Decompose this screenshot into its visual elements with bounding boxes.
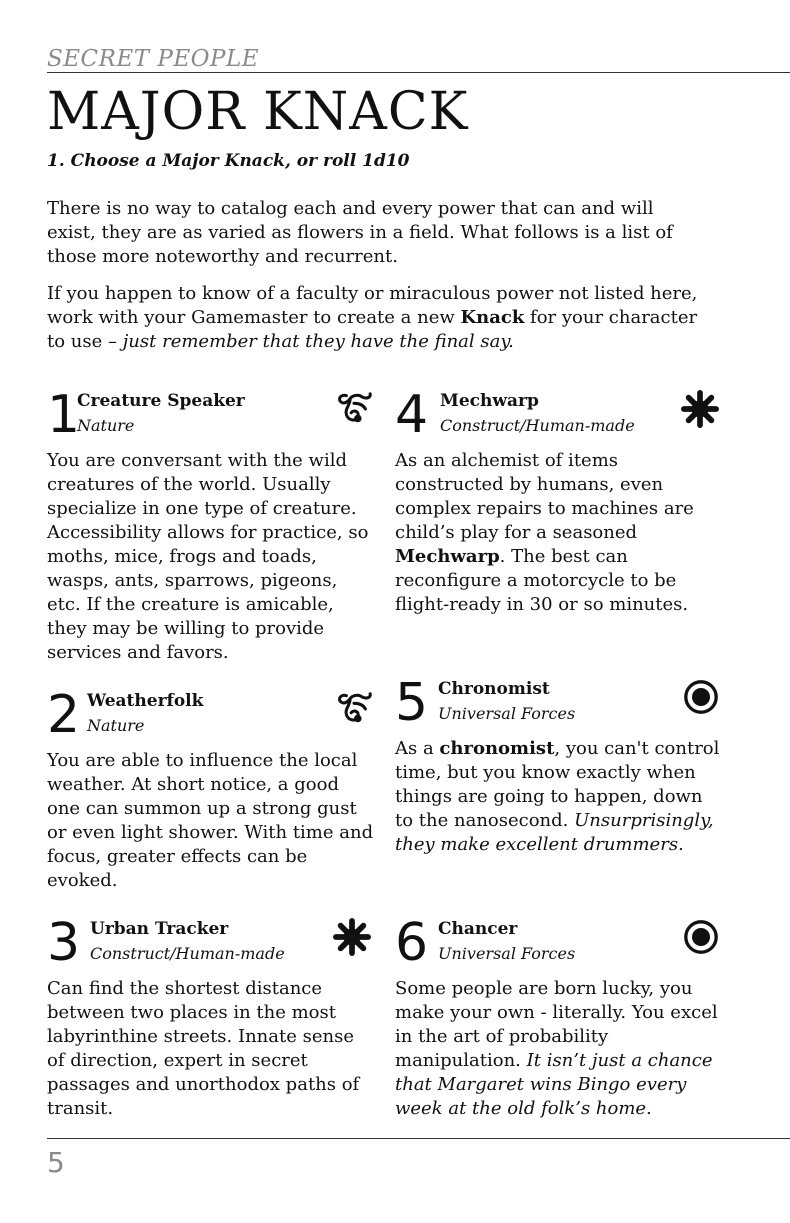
knack-description-run: Some people are born lucky, you make your own - literally. You excel in the art of probability manipulation. — [395, 978, 718, 1071]
knack-description-run: As a — [395, 738, 440, 759]
intro-paragraph-2 — [47, 282, 707, 354]
target-icon — [682, 677, 720, 717]
knack-name: Weatherfolk — [87, 691, 204, 711]
flower-icon — [335, 689, 373, 729]
knack-description-run: . The best can reconfigure a motorcycle to be flight-ready in 30 or so minutes. — [395, 546, 689, 615]
knack-number: 3 — [47, 913, 81, 973]
knack-description — [47, 977, 375, 1121]
intro-text-1: There is no way to catalog each and every power that can and will exist, they are as varied as flowers in a field. What follows is a list of those more noteworthy and recurrent. — [47, 198, 673, 267]
knack-description-run: chronomist — [439, 738, 555, 759]
knack-category: Nature — [87, 716, 145, 735]
knack-description-run: You are conversant with the wild creatures of the world. Usually specialize in one type of creature. Accessibility allows for practice, so moths, mice, frogs and toads, wasps, ants, sparrows, pigeons, etc. If the creature is amicable, they may be willing to provide services and favors. — [47, 450, 369, 663]
page-number: 5 — [47, 1146, 65, 1179]
intro-paragraph-1 — [47, 197, 707, 269]
knack-description — [47, 749, 375, 893]
knack-name: Urban Tracker — [90, 919, 229, 939]
knack-description-run: You are able to influence the local weather. At short notice, a good one can summon up a strong gust or even light shower. With time and focus, greater effects can be evoked. — [47, 750, 374, 891]
gear-icon — [681, 389, 719, 429]
knack-number: 2 — [47, 685, 81, 745]
knack-number: 1 — [47, 385, 81, 445]
subtitle: 1. Choose a Major Knack, or roll 1d10 — [47, 151, 410, 171]
gear-icon — [333, 917, 371, 957]
intro-text-2-bold: Knack — [460, 307, 525, 328]
intro-text-2-mid: for your character to use – — [47, 307, 698, 352]
footer-rule — [47, 1138, 790, 1139]
intro-text-2-start: If you happen to know of a faculty or miraculous power not listed here, work with your Gamemaster to create a new — [47, 283, 698, 328]
target-icon — [682, 917, 720, 957]
knack-name: Chancer — [438, 919, 518, 939]
knack-category: Nature — [77, 416, 135, 435]
knack-description-run: Can find the shortest distance between two places in the most labyrinthine streets. Innate sense of direction, expert in secret passages and unorthodox paths of transit. — [47, 978, 360, 1119]
page-title: MAJOR KNACK — [47, 82, 469, 142]
knack-number: 6 — [395, 913, 429, 973]
running-header: SECRET PEOPLE — [47, 46, 260, 72]
knack-description-run: As an alchemist of items constructed by humans, even complex repairs to machines are child’s play for a seasoned — [395, 450, 694, 543]
knack-name: Creature Speaker — [77, 391, 245, 411]
knack-number: 4 — [395, 385, 429, 445]
header-rule — [47, 72, 790, 73]
flower-icon — [335, 389, 373, 429]
knack-category: Construct/Human-made — [90, 944, 285, 963]
knack-name: Mechwarp — [440, 391, 539, 411]
knack-category: Construct/Human-made — [440, 416, 635, 435]
knack-category: Universal Forces — [438, 944, 576, 963]
knack-name: Chronomist — [438, 679, 550, 699]
knack-description-run: Unsurprisingly, they make excellent drummers. — [395, 810, 714, 855]
intro-text-2-italic: just remember that they have the final say. — [122, 331, 514, 352]
knack-description — [395, 449, 725, 617]
intro-text-2 — [47, 282, 707, 354]
knack-description-run: It isn’t just a chance that Margaret wins Bingo every week at the old folk’s home. — [395, 1050, 713, 1119]
knack-description — [395, 737, 725, 857]
knack-description-run: Mechwarp — [395, 546, 500, 567]
knack-description-run: , you can't control time, but you know exactly when things are going to happen, down to the nanosecond. — [395, 738, 720, 831]
knack-description — [47, 449, 375, 665]
knack-category: Universal Forces — [438, 704, 576, 723]
knack-number: 5 — [395, 673, 429, 733]
knack-description — [395, 977, 725, 1121]
